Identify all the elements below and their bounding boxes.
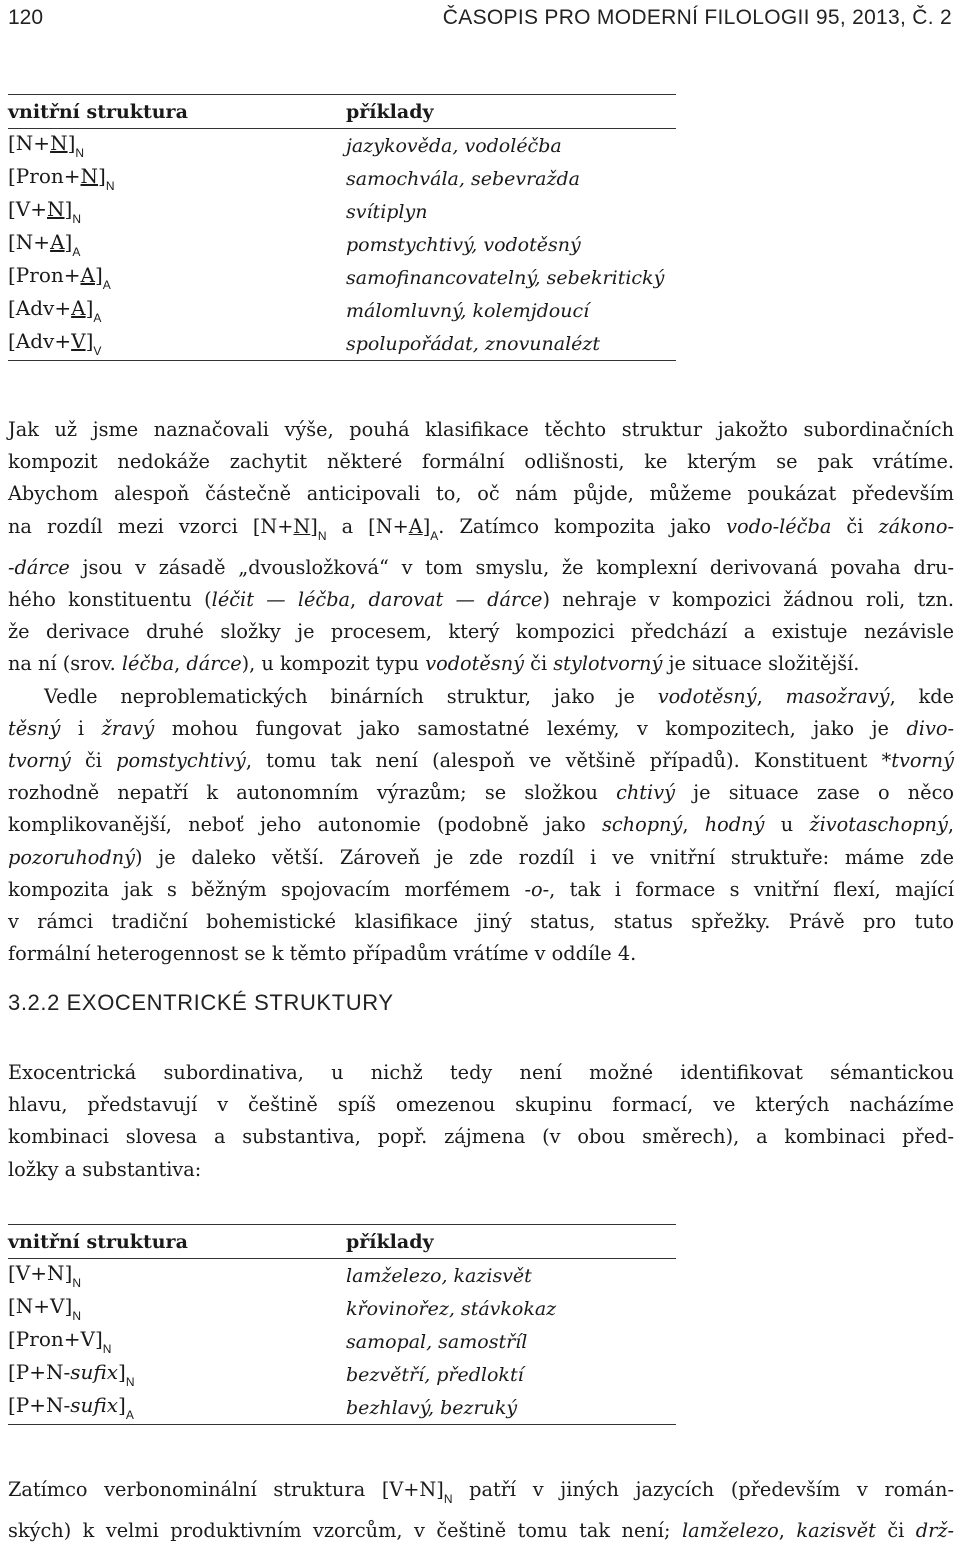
structure-cell: $[N+A]_A$ xyxy=(8,230,81,259)
examples-cell: samopal, samostříl xyxy=(346,1330,528,1353)
examples-cell: samofinancovatelný, sebekritický xyxy=(346,266,665,289)
examples-cell: lamželezo, kazisvět xyxy=(346,1264,532,1287)
structure-cell: $[P+N-sufix]_A$ xyxy=(8,1391,346,1425)
text-line: hlavu, představují v češtině spíš omezenou skupinu formací, ve kterých nacházíme xyxy=(8,1093,954,1117)
text-line: Vedle neproblematických binárních struktur, jako je vodotěsný, masožravý, kde xyxy=(44,684,954,708)
structure-cell: $[Adv+V]_V$ xyxy=(8,327,346,361)
text-line: ských) k velmi produktivním vzorcům, v češtině tomu tak není; lamželezo, kazisvět či drž- xyxy=(8,1519,954,1543)
structure-cell: $[V+N]_N$ xyxy=(8,1261,81,1290)
body-paragraph-1 xyxy=(8,414,954,970)
text-line: formální heterogennost se k těmto případům vrátíme v oddíle 4. xyxy=(8,942,637,966)
col-header-examples: příklady xyxy=(346,95,676,129)
table-row xyxy=(8,1259,676,1293)
examples-cell: pomstychtivý, vodotěsný xyxy=(346,233,581,256)
col-header-structure: vnitřní struktura xyxy=(8,1225,346,1259)
table-row xyxy=(8,162,676,195)
table-row xyxy=(8,294,676,327)
text-line: pozoruhodný) je daleko větší. Zároveň je zde rozdíl i ve vnitřní struktuře: máme zde xyxy=(8,845,954,869)
structure-cell: $[N+N]_N$ xyxy=(8,131,85,160)
table-row xyxy=(8,129,676,163)
structure-cell: $[Pron+A]_A$ xyxy=(8,263,111,292)
text-line: kompozita jak s běžným spojovacím morfémem -o-, tak i formace s vnitřní flexí, mající xyxy=(8,877,954,901)
table-row xyxy=(8,195,676,228)
text-line: těsný i žravý mohou fungovat jako samostatné lexémy, v kompozitech, jako je divo- xyxy=(8,716,954,740)
structure-cell: $[P+N-sufix]_N$ xyxy=(8,1360,135,1389)
structure-cell: $[Pron+V]_N$ xyxy=(8,1327,112,1356)
text-line: rozhodně nepatří k autonomním výrazům; se složkou chtivý je situace zase o něco xyxy=(8,781,954,805)
text-line: ložky a substantiva: xyxy=(8,1157,202,1181)
text-line: -dárce jsou v zásadě „dvousložková“ v tom smyslu, že komplexní derivovaná povaha dru- xyxy=(8,555,954,579)
text-line: komplikovanější, neboť jeho autonomie (podobně jako schopný, hodný u životaschopný, xyxy=(8,813,954,837)
structure-cell: $[N+V]_N$ xyxy=(8,1294,81,1323)
section-heading: 3.2.2 EXOCENTRICKÉ STRUKTURY xyxy=(8,990,394,1015)
text-line: kombinaci slovesa a substantiva, popř. zájmena (v obou směrech), a kombinaci před- xyxy=(8,1125,954,1149)
examples-cell: samochvála, sebevražda xyxy=(346,167,581,190)
text-line: kompozit nedokáže zachytit některé formální odlišnosti, ke kterým se pak vrátíme. xyxy=(8,450,954,474)
text-line: na rozdíl mezi vzorci $[N+N]_N$ a $[N+A]_A$. Zatímco kompozita jako vodo-léčba či zákono- xyxy=(8,514,954,543)
body-paragraph-4 xyxy=(8,1474,954,1547)
text-line: Exocentrická subordinativa, u nichž tedy není možné identifikovat sémantickou xyxy=(8,1061,954,1084)
text-line: Jak už jsme naznačovali výše, pouhá klasifikace těchto struktur jakožto subordinačních xyxy=(8,418,954,441)
text-line: Zatímco verbonominální struktura $[V+N]_N$ patří v jiných jazycích (především v román- xyxy=(8,1478,954,1506)
table-row xyxy=(8,1292,676,1325)
examples-cell: svítiplyn xyxy=(346,200,428,223)
running-header xyxy=(8,6,952,36)
examples-cell: spolupořádat, znovunalézt xyxy=(346,327,676,361)
examples-cell: bezhlavý, bezruký xyxy=(346,1391,676,1425)
examples-cell: bezvětří, předloktí xyxy=(346,1363,524,1386)
table-row xyxy=(8,1391,676,1425)
structure-cell: $[V+N]_N$ xyxy=(8,197,81,226)
col-header-structure: vnitřní struktura xyxy=(8,95,346,129)
text-line: v rámci tradiční bohemistické klasifikace jiný status, status spřežky. Právě pro tuto xyxy=(8,910,954,934)
page-number: 120 xyxy=(8,6,44,29)
table-row xyxy=(8,228,676,261)
table-row xyxy=(8,261,676,294)
examples-cell: málomluvný, kolemjdoucí xyxy=(346,299,590,322)
text-line: že derivace druhé složky je procesem, který kompozici předchází a existuje nezávisle xyxy=(8,620,954,644)
text-line: Abychom alespoň částečně anticipovali to, oč nám půjde, můžeme poukázat především xyxy=(8,482,954,506)
text-line: hého konstituentu (léčit — léčba, darovat — dárce) nehraje v kompozici žádnou roli, tzn. xyxy=(8,588,954,612)
table-row xyxy=(8,1358,676,1391)
structure-cell: $[Pron+N]_N$ xyxy=(8,164,115,193)
journal-title: ČASOPIS PRO MODERNÍ FILOLOGII 95, 2013, Č. 2 xyxy=(442,6,952,29)
body-paragraph-3 xyxy=(8,1057,954,1186)
structure-cell: $[Adv+A]_A$ xyxy=(8,296,102,325)
examples-cell: křovinořez, stávkokaz xyxy=(346,1297,557,1320)
text-line: tvorný či pomstychtivý, tomu tak není (alespoň ve většině případů). Konstituent *tvorný xyxy=(8,749,954,773)
table-row xyxy=(8,327,676,361)
text-line: na ní (srov. léčba, dárce), u kompozit typu vodotěsný či stylotvorný je situace složitější. xyxy=(8,652,860,676)
examples-cell: jazykověda, vodoléčba xyxy=(346,134,562,157)
table-row xyxy=(8,1325,676,1358)
exocentric-structures-table xyxy=(8,1224,676,1425)
col-header-examples: příklady xyxy=(346,1225,676,1259)
endocentric-structures-table xyxy=(8,94,676,361)
